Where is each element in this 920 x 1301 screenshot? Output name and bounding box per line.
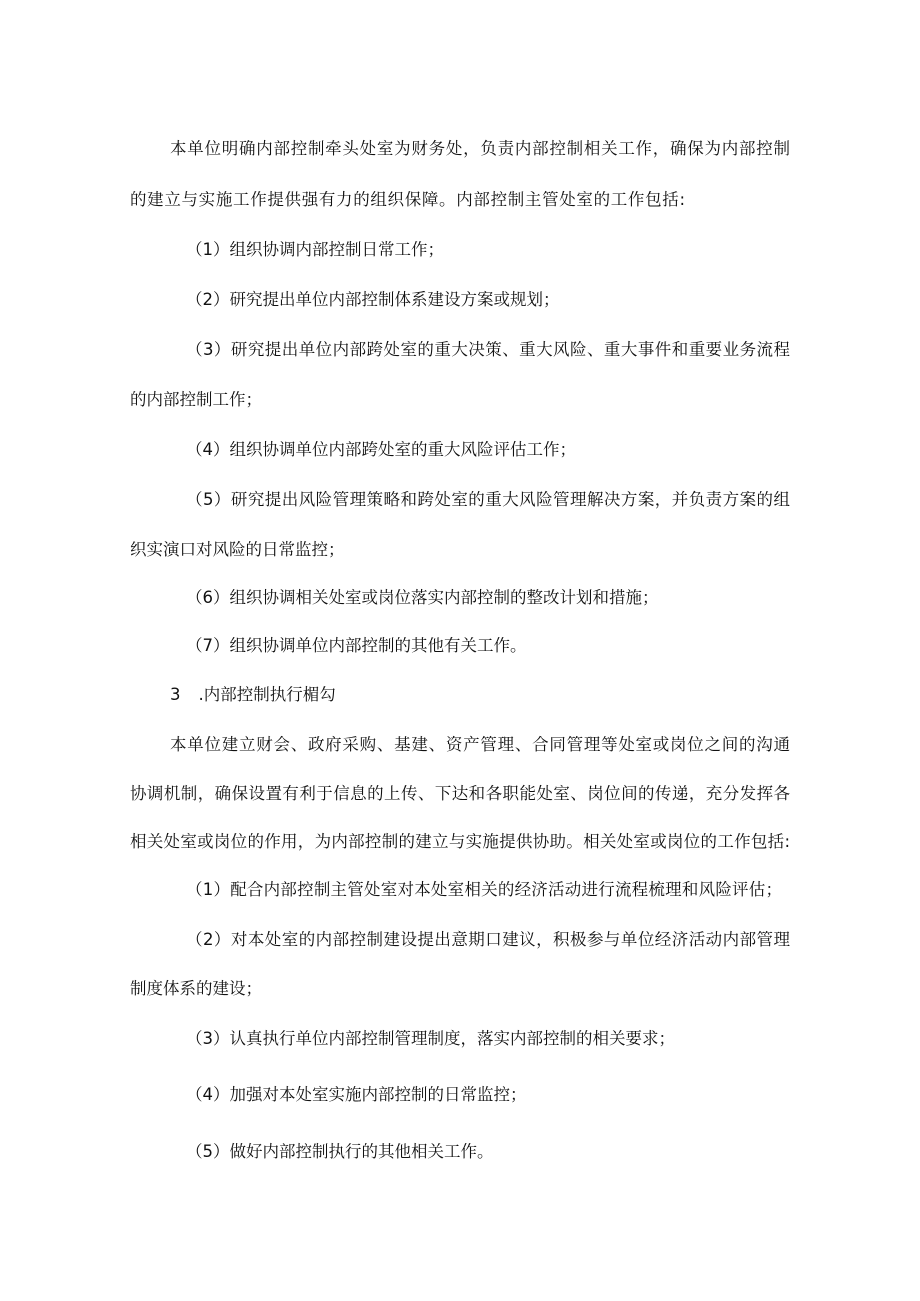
list-number: （2） [186,930,231,949]
exec-duty-continuation: 制度体系的建设； [130,979,262,998]
list-text: 认真执行单位内部控制管理制度，落实内部控制的相关要求； [229,1029,675,1048]
lead-duty-item [186,239,444,261]
section-title: .内部控制执行楣勾 [198,685,336,704]
list-number: （5） [186,490,231,509]
para-coordination-line-2: 协调机制，确保设置有利于信息的上传、下达和各职能处室、岗位间的传递，充分发挥各 [130,784,790,803]
lead-duty-item [186,439,576,461]
list-text: 研究提出风险管理策略和跨处室的重大风险管理解决方案，并负责方案的组 [230,490,791,509]
section-number: 3 [170,685,181,704]
list-text: 做好内部控制执行的其他相关工作。 [229,1142,494,1161]
exec-duty-item [186,879,782,901]
para-lead-office-line-1: 本单位明确内部控制牵头处室为财务处，负责内部控制相关工作，确保为内部控制 [170,139,790,158]
lead-duty-item [186,339,790,361]
list-number: （1） [186,880,231,899]
list-text: 加强对本处室实施内部控制的日常监控； [229,1085,527,1104]
exec-duty-item [186,1028,675,1050]
list-number: （1） [186,240,230,259]
exec-duty-item [186,1084,527,1106]
exec-duty-item [186,1141,494,1163]
section-heading [170,684,336,706]
list-number: （3） [186,1029,230,1048]
list-text: 组织协调单位内部跨处室的重大风险评估工作； [229,440,576,459]
list-text: 组织协调单位内部控制的其他有关工作。 [229,636,527,655]
list-number: （4） [186,440,230,459]
lead-duty-continuation: 的内部控制工作； [130,390,262,409]
para-coordination-line-1: 本单位建立财会、政府采购、基建、资产管理、合同管理等处室或岗位之间的沟通 [170,735,790,754]
list-text: 组织协调内部控制日常工作； [229,240,444,259]
list-text: 研究提出单位内部控制体系建设方案或规划； [229,290,560,309]
lead-duty-item [186,635,527,657]
list-number: （6） [186,588,230,607]
para-coordination-line-3: 相关处室或岗位的作用，为内部控制的建立与实施提供协助。相关处室或岗位的工作包括: [130,832,790,851]
list-number: （3） [186,340,231,359]
lead-duty-item [186,489,790,511]
list-text: 研究提出单位内部跨处室的重大决策、重大风险、重大事件和重要业务流程 [230,340,791,359]
lead-duty-continuation: 织实演口对风险的日常监控； [130,540,345,559]
list-text: 对本处室的内部控制建设提出意期口建议，积极参与单位经济活动内部管理 [230,930,791,949]
list-text: 组织协调相关处室或岗位落实内部控制的整改计划和措施； [229,588,659,607]
list-text: 配合内部控制主管处室对本处室相关的经济活动进行流程梳理和风险评估； [230,880,783,899]
para-lead-office-line-2: 的建立与实施工作提供强有力的组织保障。内部控制主管处室的工作包括: [130,190,685,209]
exec-duty-item [186,929,790,951]
list-number: （4） [186,1085,230,1104]
lead-duty-item [186,289,560,311]
lead-duty-item [186,587,659,609]
list-number: （7） [186,636,230,655]
list-number: （2） [186,290,230,309]
list-number: （5） [186,1142,230,1161]
